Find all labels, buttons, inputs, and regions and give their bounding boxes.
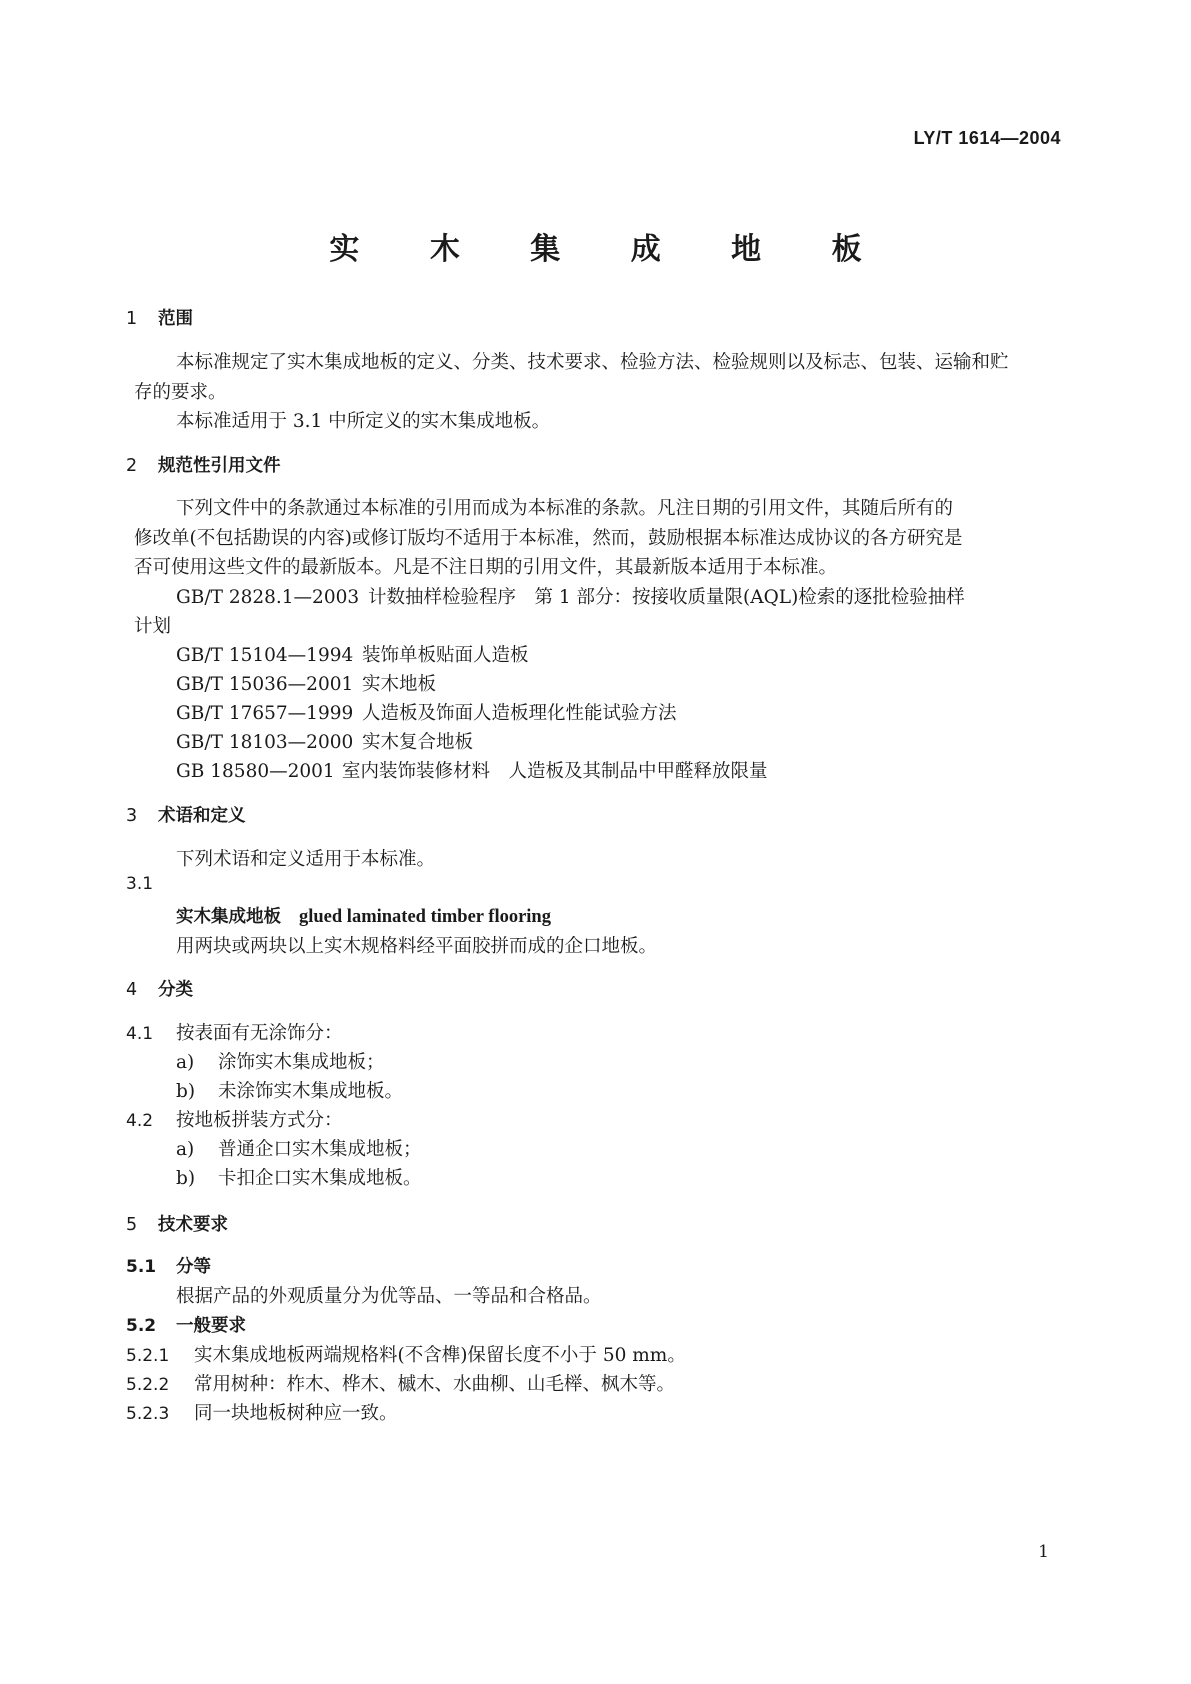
reference-code: GB/T 18103—2000 xyxy=(176,732,354,753)
section-number: 1 xyxy=(126,309,138,329)
reference-code: GB/T 15104—1994 xyxy=(176,645,354,666)
subclause-number xyxy=(126,873,153,894)
clause-text: 按表面有无涂饰分： xyxy=(176,1023,343,1044)
reference-title: 实木复合地板 xyxy=(362,732,474,753)
section-2-heading xyxy=(126,452,281,477)
clause-text: 实木集成地板两端规格料(不含榫)保留长度不小于 50 mm。 xyxy=(194,1345,686,1366)
list-text: 未涂饰实木集成地板。 xyxy=(218,1081,404,1102)
list-marker: a) xyxy=(176,1139,195,1160)
term-entry xyxy=(176,903,551,928)
section-number: 5 xyxy=(126,1215,138,1235)
subclause-number-text: 3.1 xyxy=(126,874,154,894)
reference-item xyxy=(176,583,965,609)
section-number: 4 xyxy=(126,980,138,1000)
document-title: 实 木 集 成 地 板 xyxy=(329,232,892,267)
clause xyxy=(126,1106,343,1132)
list-marker: b) xyxy=(176,1168,196,1189)
clause-number: 4.1 xyxy=(126,1024,154,1044)
list-item xyxy=(176,1077,403,1103)
clause-text: 同一块地板树种应一致。 xyxy=(194,1403,398,1424)
page-number: 1 xyxy=(1038,1542,1049,1562)
clause xyxy=(126,1341,686,1367)
clause-text: 常用树种：柞木、桦木、槭木、水曲柳、山毛榉、枫木等。 xyxy=(194,1374,676,1395)
section-title: 分类 xyxy=(158,980,193,1000)
section-title: 技术要求 xyxy=(158,1215,228,1235)
reference-title-continued: 计划 xyxy=(134,616,172,637)
section-title: 范围 xyxy=(158,309,193,329)
list-item xyxy=(176,1164,422,1190)
reference-item xyxy=(176,757,768,783)
reference-code: GB/T 15036—2001 xyxy=(176,674,354,695)
paragraph: 下列术语和定义适用于本标准。 xyxy=(176,849,436,870)
list-text: 卡扣企口实木集成地板。 xyxy=(218,1168,422,1189)
paragraph: 下列文件中的条款通过本标准的引用而成为本标准的条款。凡注日期的引用文件，其随后所有的 xyxy=(176,498,954,519)
clause xyxy=(126,1399,398,1425)
section-1-heading xyxy=(126,305,193,330)
clause-number: 5.2 xyxy=(126,1316,157,1336)
list-text: 涂饰实木集成地板； xyxy=(218,1052,385,1073)
reference-code: GB 18580—2001 xyxy=(176,761,335,782)
reference-item xyxy=(176,670,436,696)
clause-number: 4.2 xyxy=(126,1111,154,1131)
paragraph-continued: 否可使用这些文件的最新版本。凡是不注日期的引用文件，其最新版本适用于本标准。 xyxy=(134,557,838,578)
section-3-heading xyxy=(126,802,246,827)
paragraph: 根据产品的外观质量分为优等品、一等品和合格品。 xyxy=(176,1286,602,1307)
reference-code: GB/T 2828.1—2003 xyxy=(176,587,360,608)
reference-item xyxy=(176,699,677,725)
list-item xyxy=(176,1048,385,1074)
section-title: 规范性引用文件 xyxy=(158,456,281,476)
section-4-heading xyxy=(126,976,193,1001)
clause xyxy=(126,1019,343,1045)
section-number: 3 xyxy=(126,806,138,826)
reference-item xyxy=(176,641,529,667)
clause-title: 分等 xyxy=(176,1257,211,1277)
clause-number: 5.2.2 xyxy=(126,1375,170,1395)
clause-number: 5.2.1 xyxy=(126,1346,170,1366)
subsection-heading xyxy=(126,1253,211,1278)
paragraph: 本标准规定了实木集成地板的定义、分类、技术要求、检验方法、检验规则以及标志、包装、运输和贮 xyxy=(176,352,1009,373)
section-title: 术语和定义 xyxy=(158,806,246,826)
clause-text: 按地板拼装方式分： xyxy=(176,1110,343,1131)
section-5-heading xyxy=(126,1211,228,1236)
term-chinese: 实木集成地板 xyxy=(176,907,281,927)
term-english: glued laminated timber flooring xyxy=(299,907,551,927)
list-text: 普通企口实木集成地板； xyxy=(218,1139,422,1160)
standard-number: LY/T 1614—2004 xyxy=(913,128,1061,148)
subsection-heading xyxy=(126,1312,246,1337)
reference-title: 人造板及饰面人造板理化性能试验方法 xyxy=(362,703,677,724)
paragraph-continued: 存的要求。 xyxy=(134,382,227,403)
clause-number: 5.2.3 xyxy=(126,1404,170,1424)
reference-item xyxy=(176,728,473,754)
clause xyxy=(126,1370,675,1396)
list-marker: b) xyxy=(176,1081,196,1102)
reference-title: 装饰单板贴面人造板 xyxy=(362,645,529,666)
list-item xyxy=(176,1135,422,1161)
clause-title: 一般要求 xyxy=(176,1316,246,1336)
section-number: 2 xyxy=(126,456,138,476)
clause-number: 5.1 xyxy=(126,1257,157,1277)
reference-code: GB/T 17657—1999 xyxy=(176,703,354,724)
reference-title: 室内装饰装修材料 人造板及其制品中甲醛释放限量 xyxy=(342,761,768,782)
term-definition: 用两块或两块以上实木规格料经平面胶拼而成的企口地板。 xyxy=(176,936,658,957)
paragraph: 本标准适用于 3.1 中所定义的实木集成地板。 xyxy=(176,411,551,432)
reference-title: 计数抽样检验程序 第 1 部分：按接收质量限(AQL)检索的逐批检验抽样 xyxy=(368,587,965,608)
list-marker: a) xyxy=(176,1052,195,1073)
paragraph-continued: 修改单(不包括勘误的内容)或修订版均不适用于本标准，然而，鼓励根据本标准达成协议的各方研究是 xyxy=(134,528,963,549)
reference-title: 实木地板 xyxy=(362,674,437,695)
